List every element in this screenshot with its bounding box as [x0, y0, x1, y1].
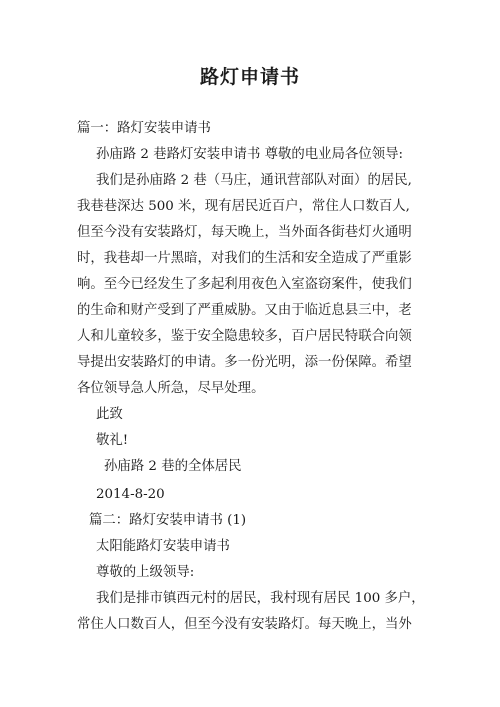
date-line: 2014-8-20	[96, 487, 165, 502]
body-line: 我巷巷深达 500 米，现有居民近百户，常住人口数百人,	[77, 199, 410, 214]
body-line: 但至今没有安装路灯，每天晚上，当外面各街巷灯火通明	[77, 225, 412, 240]
closing-line: 敬礼!	[96, 433, 129, 448]
subtitle-line: 太阳能路灯安装申请书	[96, 539, 230, 554]
body-line: 时，我巷却一片黑暗，对我们的生活和安全造成了严重影	[77, 251, 412, 266]
section-heading-1: 篇一：路灯安装申请书	[77, 121, 211, 136]
body-line: 响。至今已经发生了多起利用夜色入室盗窃案件，使我们	[77, 277, 412, 292]
body-line: 我们是孙庙路 2 巷（马庄，通讯营部队对面）的居民,	[96, 173, 412, 188]
body-line: 导提出安装路灯的申请。多一份光明，添一份保障。希望	[77, 355, 412, 370]
signature-line: 孙庙路 2 巷的全体居民	[104, 459, 242, 474]
body-line: 的生命和财产受到了严重威胁。又由于临近息县三中，老	[77, 303, 412, 318]
body-line: 人和儿童较多，鉴于安全隐患较多，百户居民特联合向领	[77, 329, 412, 344]
body-line: 孙庙路 2 巷路灯安装申请书 尊敬的电业局各位领导:	[96, 147, 404, 162]
body-line: 各位领导急人所急，尽早处理。	[77, 381, 265, 396]
document-title: 路灯申请书	[199, 66, 300, 88]
body-line: 常住人口数百人，但至今没有安装路灯。每天晚上，当外	[77, 617, 412, 632]
salutation-line: 尊敬的上级领导:	[96, 565, 195, 580]
section-heading-2: 篇二：路灯安装申请书 (1)	[89, 513, 247, 528]
closing-line: 此致	[96, 407, 123, 422]
body-line: 我们是排市镇西元村的居民，我村现有居民 100 多户，	[96, 591, 425, 606]
